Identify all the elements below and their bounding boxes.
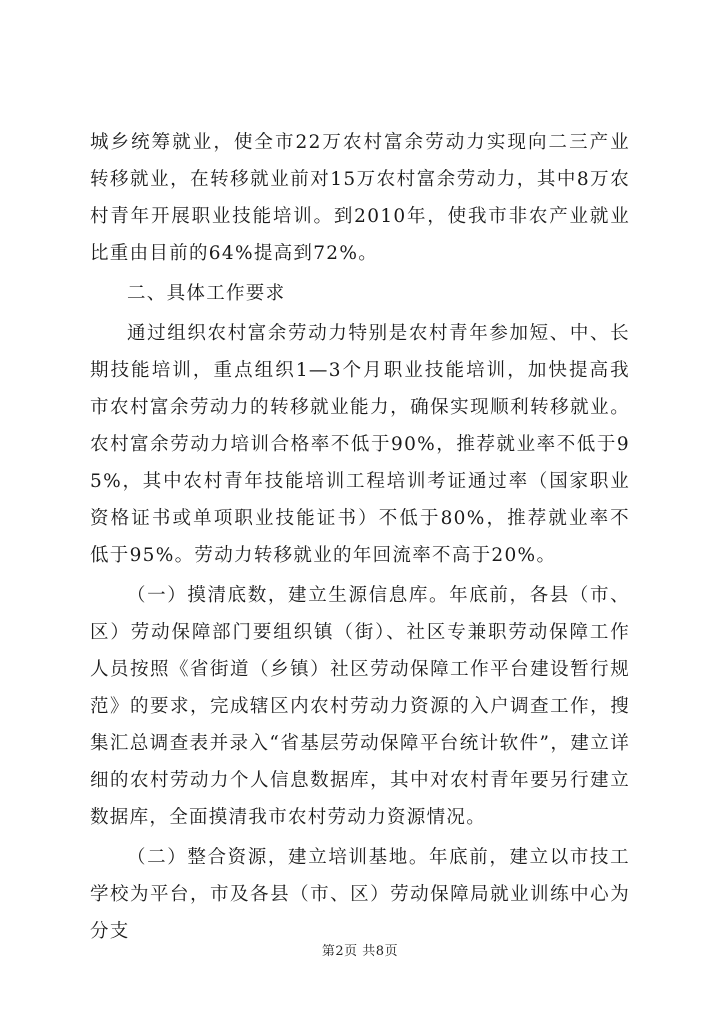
paragraph-continuation: 城乡统筹就业，使全市22万农村富余劳动力实现向二三产业转移就业，在转移就业前对15万农村富余劳动力，其中8万农村青年开展职业技能培训。到2010年，使我市非农产业就业比重由目前的64%提高到72%。 [90,132,630,264]
paragraph-item-one: （一）摸清底数，建立生源信息库。年底前，各县（市、区）劳动保障部门要组织镇（街）、社区专兼职劳动保障工作人员按照《省街道（乡镇）社区劳动保障工作平台建设暂行规范》的要求，完成辖区内农村劳动力资源的入户调查工作，搜集汇总调查表并录入“省基层劳动保障平台统计软件”，建立详细的农村劳动力个人信息数据库，其中对农村青年要另行建立数据库，全面摸清我市农村劳动力资源情况。 [90,585,630,828]
page-number-footer: 第2页 共8页 [321,944,399,959]
paragraph-requirements: 通过组织农村富余劳动力特别是农村青年参加短、中、长期技能培训，重点组织1—3个月职业技能培训，加快提高我市农村富余劳动力的转移就业能力，确保实现顺利转移就业。农村富余劳动力培训合格率不低于90%，推荐就业率不低于95%，其中农村青年技能培训工程培训考证通过率（国家职业资格证书或单项职业技能证书）不低于80%，推荐就业率不低于95%。劳动力转移就业的年回流率不高于20%。 [90,323,630,566]
document-body [90,124,630,950]
paragraph-item-two: （二）整合资源，建立培训基地。年底前，建立以市技工学校为平台，市及各县（市、区）劳动保障局就业训练中心为分支 [90,847,630,942]
section-heading: 二、具体工作要求 [127,283,286,304]
